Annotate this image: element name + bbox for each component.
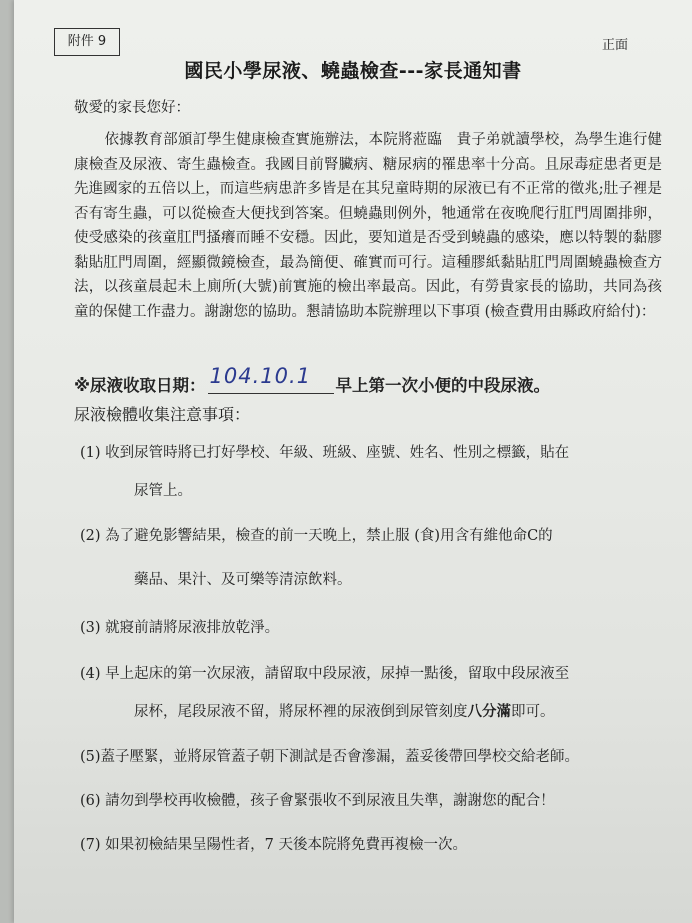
emphasis-text: 八分滿 (467, 704, 511, 720)
notice-paper (14, 0, 692, 923)
collection-date-line (74, 364, 551, 396)
list-item (80, 833, 670, 863)
notes-list (80, 441, 670, 863)
page-title: 國民小學尿液、蟯蟲檢查---家長通知書 (184, 60, 522, 82)
attachment-tag: 附件 9 (54, 28, 120, 56)
list-item-continuation: 尿管上。 (134, 483, 192, 499)
list-item-line: (7) 如果初檢結果呈陽性者，7 天後本院將免費再複檢一次。 (80, 837, 467, 853)
list-item-line: (1) 收到尿管時將已打好學校、年級、班級、座號、姓名、性別之標籤，貼在 (80, 445, 570, 461)
continuation-text: 尿杯，尾段尿液不留，將尿杯裡的尿液倒到尿管刻度 (134, 704, 468, 720)
collection-date-suffix: 早上第一次小便的中段尿液。 (335, 376, 551, 395)
front-side-label: 正面 (601, 38, 628, 53)
notes-heading: 尿液檢體收集注意事項： (74, 405, 251, 424)
list-item (80, 616, 670, 662)
list-item-continuation: 藥品、果汁、及可樂等清涼飲料。 (134, 572, 352, 588)
intro-paragraph: 依據教育部頒訂學生健康檢查實施辦法，本院將蒞臨 貴子弟就讀學校，為學生進行健康檢查及尿液、寄生蟲檢查。我國目前腎臟病、糖尿病的罹患率十分高。且尿毒症患者更是先進國家的五倍以上，而這些病患許多皆是在其兒童時期的尿液已有不正常的徵兆;肚子裡是否有寄生蟲，可以從檢查大便找到答案。但蟯蟲則例外，牠通常在夜晚爬行肛門周圍排卵，使受感染的孩童肛門搔癢而睡不安穩。因此，要知道是否受到蟯蟲的感染，應以特製的黏膠黏貼肛門周圍，經顯微鏡檢查，最為簡便、確實而可行。這種膠紙黏貼肛門周圍蟯蟲檢查方法，以孩童晨起未上廁所(大號)前實施的檢出率最高。因此，有勞貴家長的協助，共同為孩童的保健工作盡力。謝謝您的協助。懇請協助本院辦理以下事項 (檢查費用由縣政府給付)： (74, 132, 662, 320)
salutation: 敬愛的家長您好： (74, 100, 190, 116)
list-item (80, 789, 670, 833)
list-item (80, 441, 670, 524)
list-item (80, 524, 670, 616)
list-item (80, 662, 670, 745)
list-item-continuation (80, 700, 670, 724)
list-item-line: (2) 為了避免影響結果，檢查的前一天晚上，禁止服 (食)用含有維他命C的 (80, 528, 553, 544)
list-item-line: (6) 請勿到學校再收檢體，孩子會緊張收不到尿液且失準，謝謝您的配合！ (80, 793, 555, 809)
list-item-line: (3) 就寢前請將尿液排放乾淨。 (80, 620, 280, 636)
list-item-line: (5)蓋子壓緊，並將尿管蓋子朝下測試是否會滲漏，蓋妥後帶回學校交給老師。 (80, 749, 580, 765)
continuation-text-end: 即可。 (511, 704, 555, 720)
collection-date-label: ※尿液收取日期： (74, 376, 206, 395)
list-item (80, 745, 670, 789)
handwritten-date: 104.10.1 (209, 364, 312, 388)
date-blank (208, 364, 334, 394)
list-item-line: (4) 早上起床的第一次尿液，請留取中段尿液，尿掉一點後，留取中段尿液至 (80, 666, 570, 682)
